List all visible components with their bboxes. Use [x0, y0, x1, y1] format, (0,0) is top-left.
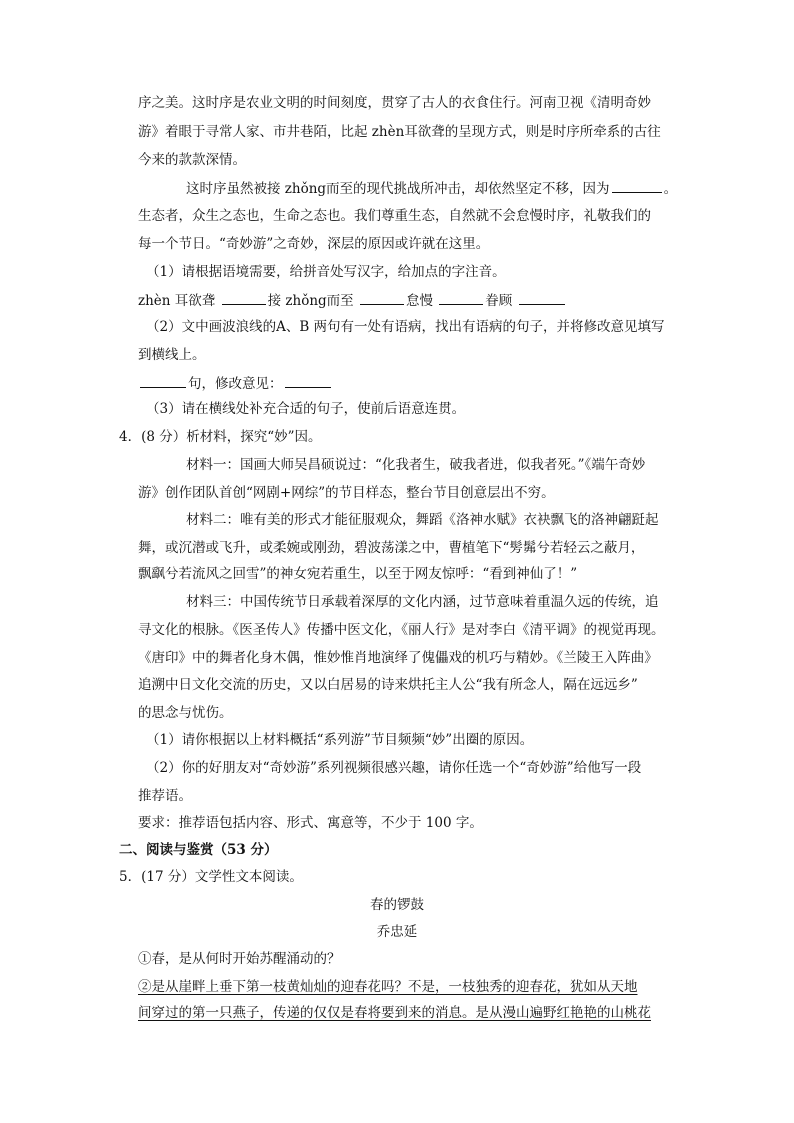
- answer-blank[interactable]: [360, 290, 404, 305]
- subquestion-2: （2）文中画波浪线的A、B 两句有一处有语病，找出有语病的句子，并将修改意见填写: [146, 319, 665, 335]
- answer-blank[interactable]: [285, 373, 331, 388]
- passage-text: 这时序虽然被接 zhǒng而至的现代挑战所冲击，却依然坚定不移，因为: [186, 181, 610, 197]
- article-title: 春的锣鼓: [370, 897, 424, 913]
- passage-line: 每一个节日。“奇妙游”之奇妙，深层的原因或许就在这里。: [138, 236, 490, 252]
- passage-line: 游》着眼于寻常人家、市井巷陌，比起 zhèn耳欲聋的呈现方式，则是时序所牵系的古往: [138, 124, 661, 140]
- passage-line: 序之美。这时序是农业文明的时间刻度，贯穿了古人的衣食住行。河南卫视《清明奇妙: [138, 95, 651, 111]
- article-paragraph-2-line: ②是从崖畔上垂下第一枝黄灿灿的迎春花吗？不是，一枝独秀的迎春花，犹如从天地: [138, 979, 638, 995]
- answer-label: 句，修改意见：: [188, 376, 283, 392]
- material-2-line: 飘飖兮若流风之回雪”的神女宛若重生，以至于网友惊呼：“看到神仙了！”: [138, 566, 578, 582]
- word-3: 怠慢: [405, 293, 433, 309]
- subquestion-2-answer-row: [138, 373, 333, 394]
- material-2-line: 材料二：唯有美的形式才能征服观众，舞蹈《洛神水赋》衣袂飘飞的洛神翩跹起: [186, 512, 659, 528]
- answer-blank[interactable]: [519, 290, 565, 305]
- answer-blank[interactable]: [439, 290, 483, 305]
- article-paragraph-2-line: 间穿过的第一只燕子，传递的仅仅是春将要到来的消息。是从漫山遍野红艳艳的山桃花: [138, 1005, 651, 1021]
- question-5-heading: 5．(17 分）文学性文本阅读。: [119, 869, 303, 885]
- subquestion-1: （1）请根据语境需要，给拼音处写汉字，给加点的字注音。: [146, 264, 506, 280]
- material-1-line: 材料一：国画大师吴昌硕说过：“化我者生，破我者进，似我者死。”《端午奇妙: [186, 457, 646, 473]
- pinyin-blanks-row: [138, 290, 567, 311]
- material-3-line: 《唐印》中的舞者化身木偶，惟妙惟肖地演绎了傀儡戏的机巧与精妙。《兰陵王入阵曲》: [138, 650, 658, 666]
- word-4: 眷顾: [485, 293, 513, 309]
- article-author: 乔忠延: [376, 924, 418, 940]
- material-2-line: 舞，或沉潜或飞升，或柔婉或刚劲，碧波荡漾之中，曹植笔下“髣髴兮若轻云之蔽月，: [138, 540, 645, 556]
- material-3-line: 寻文化的根脉。《医圣传人》传播中医文化，《丽人行》是对李白《清平调》的视觉再现。: [138, 622, 665, 638]
- answer-blank[interactable]: [612, 178, 662, 193]
- q4-requirement: 要求：推荐语包括内容、形式、寓意等，不少于 100 字。: [138, 815, 483, 831]
- q4-subquestion-2-cont: 推荐语。: [138, 788, 192, 804]
- word-2: 接 zhǒng而至: [267, 293, 354, 309]
- article-paragraph-1: ①春，是从何时开始苏醒涌动的？: [138, 951, 341, 967]
- passage-line: [186, 178, 677, 199]
- question-4-heading: 4．(8 分）析材料，探究“妙”因。: [119, 429, 322, 445]
- q4-subquestion-1: （1）请你根据以上材料概括“系列游”节目频频“妙”出圈的原因。: [146, 732, 534, 748]
- subquestion-2-cont: 到横线上。: [138, 347, 206, 363]
- material-1-line: 游》创作团队首创“网剧+网综”的节目样态，整台节目创意层出不穷。: [138, 485, 555, 501]
- answer-blank[interactable]: [140, 373, 186, 388]
- material-3-line: 材料三：中国传统节日承载着深厚的文化内涵，过节意味着重温久远的传统，追: [186, 594, 659, 610]
- material-3-line: 的思念与忧伤。: [138, 705, 233, 721]
- passage-text: 。: [663, 181, 678, 197]
- subquestion-3: （3）请在横线处补充合适的句子，使前后语意连贯。: [146, 401, 466, 417]
- answer-blank[interactable]: [222, 290, 266, 305]
- material-3-line: 追溯中日文化交流的历史，又以白居易的诗来烘托主人公“我有所念人，隔在远远乡”: [138, 677, 638, 693]
- section-heading: 二、阅读与鉴赏（53 分）: [119, 842, 278, 858]
- passage-line: 生态者，众生之态也，生命之态也。我们尊重生态，自然就不会怠慢时序，礼敬我们的: [138, 208, 651, 224]
- q4-subquestion-2: （2）你的好朋友对“奇妙游”系列视频很感兴趣，请你任选一个“奇妙游”给他写一段: [146, 760, 642, 776]
- word-1: zhèn 耳欲聋: [138, 293, 216, 309]
- passage-line: 今来的款款深情。: [138, 152, 246, 168]
